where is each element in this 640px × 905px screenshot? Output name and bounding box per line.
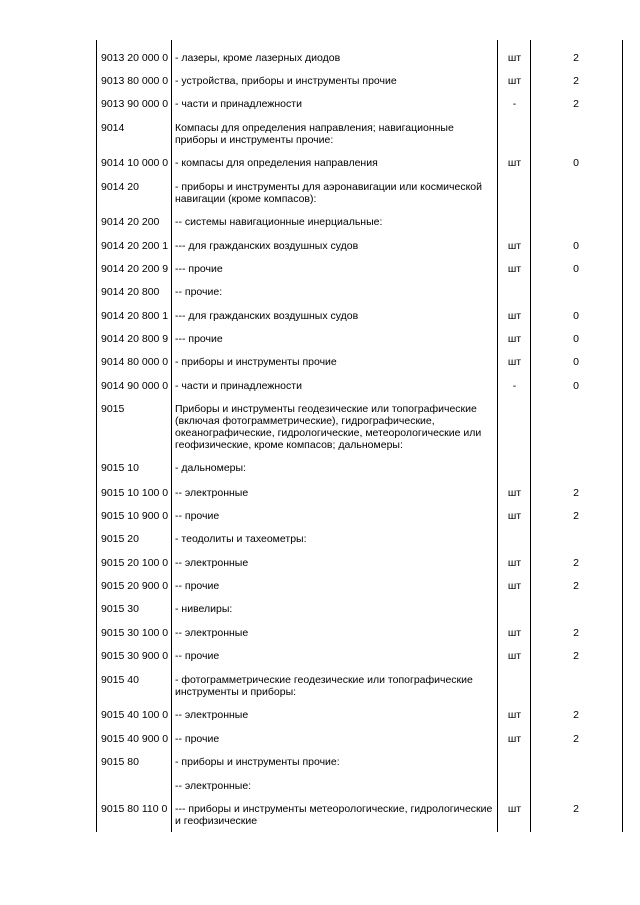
hs-code-cell: 9015 40	[101, 674, 139, 686]
description-cell: -- электронные	[175, 487, 249, 499]
unit-cell: шт	[507, 240, 522, 252]
description-cell: - лазеры, кроме лазерных диодов	[175, 52, 341, 64]
duty-rate-cell: 2	[573, 627, 579, 639]
duty-rate-cell: 0	[573, 157, 579, 169]
duty-rate-cell: 0	[573, 263, 579, 275]
duty-rate-cell: 0	[573, 310, 579, 322]
description-cell: - части и принадлежности	[175, 98, 302, 110]
hs-code-cell: 9015 30 900 0	[101, 650, 169, 662]
hs-code-cell: 9014 20 200 9	[101, 263, 169, 275]
description-cell: -- электронные	[175, 557, 249, 569]
unit-cell: шт	[507, 709, 522, 721]
description-cell: -- электронные	[175, 709, 249, 721]
duty-rate-cell: 0	[573, 380, 579, 392]
duty-rate-cell: 2	[573, 650, 579, 662]
unit-cell: шт	[507, 52, 522, 64]
unit-cell: шт	[507, 263, 522, 275]
duty-rate-cell: 2	[573, 580, 579, 592]
unit-cell: шт	[507, 510, 522, 522]
unit-cell: -	[512, 380, 517, 392]
description-cell: --- прочие	[175, 333, 223, 345]
duty-rate-cell: 2	[573, 510, 579, 522]
description-cell: - устройства, приборы и инструменты прочие	[175, 75, 397, 87]
unit-cell: шт	[507, 733, 522, 745]
hs-code-cell: 9015 30	[101, 603, 139, 615]
description-cell: -- прочие	[175, 580, 220, 592]
duty-rate-cell: 2	[573, 75, 579, 87]
description-cell: - приборы и инструменты прочие:	[175, 756, 340, 768]
duty-rate-cell: 2	[573, 733, 579, 745]
duty-rate-cell: 2	[573, 803, 579, 815]
hs-code-cell: 9015 30 100 0	[101, 627, 169, 639]
unit-cell: -	[512, 98, 517, 110]
hs-code-cell: 9015 10 100 0	[101, 487, 169, 499]
hs-code-cell: 9014 90 000 0	[101, 380, 169, 392]
unit-cell: шт	[507, 803, 522, 815]
hs-code-cell: 9015 80 110 0	[101, 803, 168, 815]
description-cell: -- прочие:	[175, 286, 223, 298]
unit-cell: шт	[507, 627, 522, 639]
hs-code-cell: 9015	[101, 403, 125, 415]
description-cell: - фотограмметрические геодезические или топографические инструменты и приборы:	[175, 674, 473, 698]
unit-cell: шт	[507, 157, 522, 169]
description-cell: -- системы навигационные инерциальные:	[175, 216, 383, 228]
description-cell: - нивелиры:	[175, 603, 233, 615]
description-cell: -- прочие	[175, 510, 220, 522]
description-cell: - части и принадлежности	[175, 380, 302, 392]
hs-code-cell: 9014	[101, 122, 125, 134]
unit-cell: шт	[507, 310, 522, 322]
hs-code-cell: 9015 20	[101, 533, 139, 545]
description-cell: - компасы для определения направления	[175, 157, 378, 169]
hs-code-cell: 9013 20 000 0	[101, 52, 169, 64]
unit-cell: шт	[507, 487, 522, 499]
hs-code-cell: 9014 80 000 0	[101, 356, 169, 368]
unit-cell: шт	[507, 75, 522, 87]
column-divider	[96, 40, 97, 832]
description-cell: --- прочие	[175, 263, 223, 275]
description-cell: -- прочие	[175, 733, 220, 745]
description-cell: -- электронные	[175, 627, 249, 639]
hs-code-cell: 9015 20 900 0	[101, 580, 169, 592]
duty-rate-cell: 2	[573, 557, 579, 569]
description-cell: Компасы для определения направления; навигационные приборы и инструменты прочие:	[175, 122, 454, 146]
unit-cell: шт	[507, 333, 522, 345]
unit-cell: шт	[507, 650, 522, 662]
description-cell: - приборы и инструменты для аэронавигации или космической навигации (кроме компасов):	[175, 181, 483, 205]
description-cell: -- электронные:	[175, 780, 252, 792]
duty-rate-cell: 2	[573, 709, 579, 721]
column-divider	[530, 40, 531, 832]
unit-cell: шт	[507, 557, 522, 569]
description-cell: --- для гражданских воздушных судов	[175, 240, 359, 252]
column-divider	[622, 40, 623, 832]
description-cell: -- прочие	[175, 650, 220, 662]
hs-code-cell: 9013 80 000 0	[101, 75, 169, 87]
duty-rate-cell: 0	[573, 240, 579, 252]
hs-code-cell: 9015 10	[101, 462, 139, 474]
hs-code-cell: 9015 20 100 0	[101, 557, 169, 569]
duty-rate-cell: 2	[573, 52, 579, 64]
hs-code-cell: 9014 20	[101, 181, 139, 193]
duty-rate-cell: 0	[573, 356, 579, 368]
description-cell: Приборы и инструменты геодезические или топографические (включая фотограмметрические), гидрографические, океанографические, гидрологические, метеорологические или геофизические, кроме компасов; дальномеры:	[175, 403, 482, 451]
duty-rate-cell: 0	[573, 333, 579, 345]
hs-code-cell: 9014 20 200 1	[101, 240, 169, 252]
unit-cell: шт	[507, 580, 522, 592]
hs-code-cell: 9015 80	[101, 756, 139, 768]
description-cell: - теодолиты и тахеометры:	[175, 533, 307, 545]
description-cell: - дальномеры:	[175, 462, 246, 474]
hs-code-cell: 9014 10 000 0	[101, 157, 169, 169]
description-cell: - приборы и инструменты прочие	[175, 356, 337, 368]
duty-rate-cell: 2	[573, 487, 579, 499]
duty-rate-cell: 2	[573, 98, 579, 110]
hs-code-cell: 9014 20 200	[101, 216, 160, 228]
hs-code-cell: 9014 20 800 9	[101, 333, 169, 345]
description-cell: --- приборы и инструменты метеорологические, гидрологические и геофизические	[175, 803, 493, 827]
hs-code-cell: 9013 90 000 0	[101, 98, 169, 110]
column-divider	[497, 40, 498, 832]
hs-code-cell: 9015 40 100 0	[101, 709, 169, 721]
hs-code-cell: 9014 20 800 1	[101, 310, 169, 322]
description-cell: --- для гражданских воздушных судов	[175, 310, 359, 322]
hs-code-cell: 9015 40 900 0	[101, 733, 169, 745]
hs-code-cell: 9015 10 900 0	[101, 510, 169, 522]
unit-cell: шт	[507, 356, 522, 368]
hs-code-cell: 9014 20 800	[101, 286, 160, 298]
